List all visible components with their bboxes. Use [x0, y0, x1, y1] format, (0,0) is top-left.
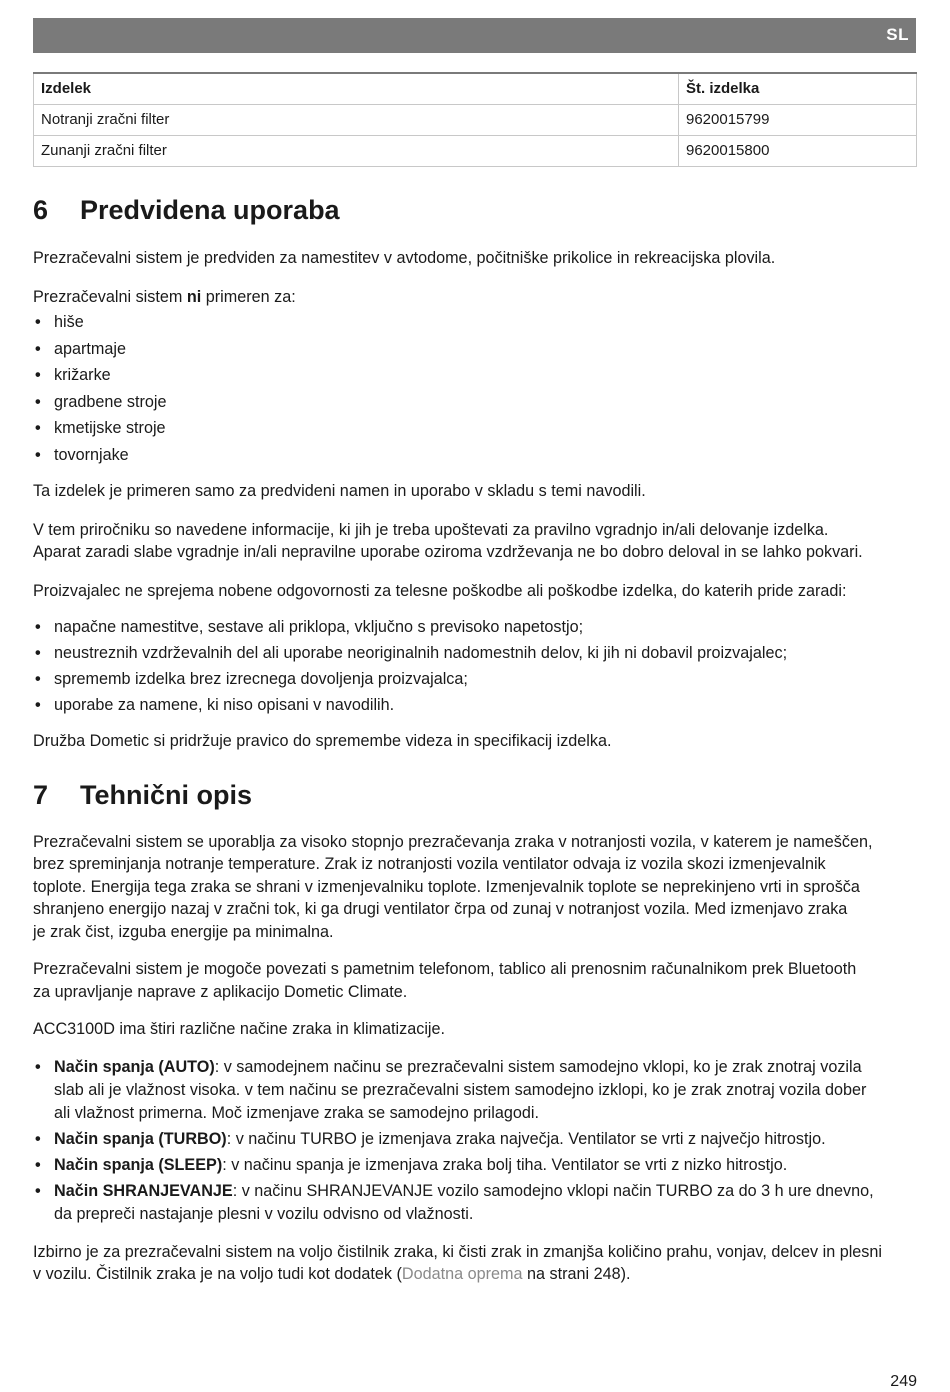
- manual-info-line-2: Aparat zaradi slabe vgradnje in/ali nepravilne uporabe oziroma vzdrževanja ne bo dobro deloval in se lahko pokvari.: [33, 543, 863, 561]
- section-7-title: Tehnični opis: [80, 779, 253, 810]
- not-suitable-intro: [33, 286, 917, 309]
- not-suitable-list: [33, 309, 917, 468]
- table-cell-product: Notranji zračni filter: [34, 104, 679, 135]
- list-item-text: apartmaje: [54, 339, 126, 358]
- bullet-icon: •: [35, 1129, 41, 1148]
- text-line: na strani 248).: [522, 1265, 631, 1283]
- text-line: je zrak čist, izguba energije pa minimalna.: [33, 922, 334, 941]
- text-line: Izbirno je za prezračevalni sistem na voljo čistilnik zraka, ki čisti zrak in zmanjša količino prahu, vonjav, delcev in plesni: [33, 1242, 882, 1261]
- list-item: [33, 389, 917, 416]
- text-line: toplote. Energija tega zraka se shrani v izmenjevalniku toplote. Izmenjevalnik toplote se neprekinjeno vrti in sprošča: [33, 877, 860, 896]
- list-item-text: hiše: [54, 313, 84, 331]
- air-purifier-paragraph: [33, 1241, 917, 1286]
- modes-intro: ACC3100D ima štiri različne načine zraka in klimatizacije.: [33, 1020, 446, 1038]
- section-6-number: 6: [33, 195, 49, 225]
- column-header-part-number: Št. izdelka: [679, 73, 917, 104]
- table-cell-part-number: 9620015799: [679, 104, 917, 135]
- text-line: Prezračevalni sistem se uporablja za visoko stopnjo prezračevanja zraka v notranjosti vozila, v katerem je nameščen,: [33, 832, 873, 851]
- list-item-text: sprememb izdelka brez izrecnega dovoljenja proizvajalca;: [54, 670, 468, 688]
- language-code: SL: [886, 25, 909, 44]
- bullet-icon: •: [35, 1057, 41, 1076]
- section-7-heading: [33, 773, 917, 818]
- mode-text: : v načinu SHRANJEVANJE vozilo samodejno vklopi način TURBO za do 3 h ure dnevno,: [232, 1181, 874, 1200]
- bluetooth-paragraph: [33, 958, 917, 1003]
- bullet-icon: •: [35, 445, 41, 464]
- section-7-number: 7: [33, 779, 49, 810]
- list-item-mode-turbo: [33, 1128, 917, 1151]
- bullet-icon: •: [35, 366, 41, 384]
- text-line: Prezračevalni sistem je mogoče povezati s pametnim telefonom, tablico ali prenosnim računalnikom prek Bluetooth: [33, 960, 857, 978]
- header-bar: [33, 18, 916, 53]
- list-item-text: uporabe za namene, ki niso opisani v navodilih.: [54, 696, 395, 714]
- list-item-text: neustreznih vzdrževalnih del ali uporabe neoriginalnih nadomestnih delov, ki jih ni dobavil proizvajalec;: [54, 644, 788, 662]
- list-item: [33, 309, 917, 336]
- bullet-icon: •: [35, 419, 41, 437]
- list-item-mode-auto: [33, 1056, 917, 1125]
- manual-info-line-1: V tem priročniku so navedene informacije, ki jih je treba upoštevati za pravilno vgradnjo in/ali delovanje izdelka.: [33, 520, 829, 539]
- list-item-text: gradbene stroje: [54, 392, 167, 411]
- bullet-icon: •: [35, 696, 41, 714]
- usage-scope-paragraph: Ta izdelek je primeren samo za predvideni namen in uporabo v skladu s temi navodili.: [33, 482, 646, 500]
- list-item: [33, 415, 917, 442]
- not-suitable-intro-text: Prezračevalni sistem: [33, 287, 187, 306]
- column-header-product: Izdelek: [34, 73, 679, 104]
- not-suitable-intro-end: primeren za:: [201, 287, 296, 306]
- mode-text: da prepreči nastajanje plesni v vozilu odvisno od vlažnosti.: [54, 1204, 474, 1223]
- table-cell-product: Zunanji zračni filter: [34, 135, 679, 166]
- table-row: [34, 135, 917, 166]
- table-cell-part-number: 9620015800: [679, 135, 917, 166]
- liability-list: [33, 614, 917, 718]
- table-row: [34, 104, 917, 135]
- list-item: [33, 362, 917, 389]
- document-body: [33, 188, 917, 1286]
- table-header-row: [34, 73, 917, 104]
- section-6-heading: [33, 188, 917, 233]
- parts-table: [33, 72, 917, 167]
- bullet-icon: •: [35, 392, 41, 411]
- list-item-mode-sleep: [33, 1154, 917, 1177]
- bullet-icon: •: [35, 670, 41, 688]
- list-item-text: napačne namestitve, sestave ali priklopa, vključno s previsoko napetostjo;: [54, 618, 584, 636]
- bullet-icon: •: [35, 313, 41, 331]
- mode-text: : v samodejnem načinu se prezračevalni sistem samodejno vklopi, ko je zrak znotraj vozila: [214, 1057, 862, 1076]
- mode-text: ali vlažnost primerna. Moč izmenjave zraka se samodejno prilagodi.: [54, 1103, 539, 1122]
- text-line: za upravljanje naprave z aplikacijo Dometic Climate.: [33, 982, 408, 1001]
- accessories-link[interactable]: Dodatna oprema: [401, 1265, 523, 1283]
- list-item: [33, 614, 917, 640]
- page-number: 249: [890, 1373, 917, 1390]
- modes-list: [33, 1056, 917, 1226]
- list-item: [33, 336, 917, 363]
- bullet-icon: •: [35, 339, 41, 358]
- mode-label: Način spanja (AUTO): [54, 1057, 215, 1076]
- intended-use-paragraph: Prezračevalni sistem je predviden za namestitev v avtodome, počitniške prikolice in rekreacijska plovila.: [33, 249, 776, 267]
- list-item: [33, 666, 917, 692]
- not-emphasis: ni: [186, 287, 202, 306]
- dometic-rights-paragraph: Družba Dometic si pridržuje pravico do spremembe videza in specifikacij izdelka.: [33, 732, 612, 750]
- manual-info-paragraph: [33, 519, 917, 564]
- mode-label: Način spanja (SLEEP): [54, 1155, 223, 1174]
- mode-label: Način spanja (TURBO): [54, 1129, 227, 1148]
- technical-description-paragraph: [33, 831, 917, 944]
- text-line: v vozilu. Čistilnik zraka je na voljo tudi kot dodatek (: [33, 1265, 402, 1283]
- bullet-icon: •: [35, 1155, 41, 1174]
- section-6-title: Predvidena uporaba: [80, 195, 340, 225]
- list-item: [33, 640, 917, 666]
- list-item: [33, 692, 917, 718]
- list-item-text: križarke: [54, 366, 111, 384]
- text-line: shranjeno energijo nazaj v zračni tok, ki ga drugi ventilator črpa od zunaj v notranjost vozila. Med izmenjavo zraka: [33, 900, 848, 918]
- mode-text: : v načinu spanja je izmenjava zraka bolj tiha. Ventilator se vrti z nizko hitrostjo.: [222, 1155, 788, 1174]
- liability-intro: Proizvajalec ne sprejema nobene odgovornosti za telesne poškodbe ali poškodbe izdelka, do katerih pride zaradi:: [33, 581, 847, 600]
- bullet-icon: •: [35, 1181, 41, 1200]
- list-item-text: tovornjake: [54, 445, 129, 464]
- list-item-mode-storage: [33, 1180, 917, 1226]
- mode-text: : v načinu TURBO je izmenjava zraka največja. Ventilator se vrti z največjo hitrostjo.: [226, 1129, 826, 1148]
- mode-text: slab ali je vlažnost visoka. v tem načinu se prezračevalni sistem samodejno izklopi, ko je zrak znotraj vozila dober: [54, 1080, 867, 1099]
- list-item: [33, 442, 917, 469]
- text-line: brez spreminjanja notranje temperature. Zrak iz notranjosti vozila ventilator odvaja iz vozila skozi izmenjevalnik: [33, 855, 826, 873]
- mode-label: Način SHRANJEVANJE: [54, 1181, 233, 1200]
- list-item-text: kmetijske stroje: [54, 419, 166, 437]
- bullet-icon: •: [35, 618, 41, 636]
- bullet-icon: •: [35, 644, 41, 662]
